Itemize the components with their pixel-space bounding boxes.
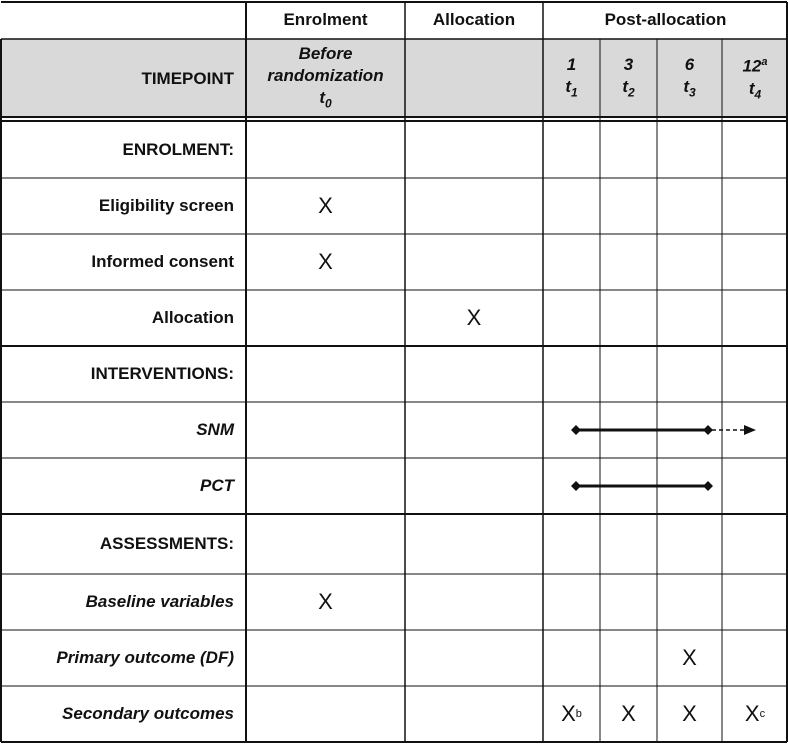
timepoint-var: t xyxy=(748,79,755,99)
x-mark: X xyxy=(621,701,636,726)
timepoint-line: Before xyxy=(298,43,353,63)
timepoint-label-text: TIMEPOINT xyxy=(141,68,234,88)
pct-start-diamond xyxy=(571,481,581,491)
x-mark: X xyxy=(561,701,576,726)
timepoint-var: t xyxy=(319,87,325,107)
timepoint-month-num: 12 xyxy=(742,57,762,77)
x-mark: X xyxy=(682,645,697,670)
row-label-text: INTERVENTIONS: xyxy=(90,364,234,383)
row-label-text: ENROLMENT: xyxy=(122,140,234,159)
row-label-text: SNM xyxy=(196,420,234,439)
pct-end-diamond xyxy=(703,481,713,491)
timepoint-sub: 0 xyxy=(324,96,332,111)
row-label-text: Baseline variables xyxy=(85,592,234,611)
x-mark: X xyxy=(466,305,482,330)
timepoint-var: t xyxy=(565,76,571,96)
row-label-text: Secondary outcomes xyxy=(62,704,234,723)
snm-start-diamond xyxy=(571,425,581,435)
header-group-label: Enrolment xyxy=(283,9,368,29)
x-mark: X xyxy=(318,249,333,274)
timepoint-sub: 1 xyxy=(570,85,578,100)
snm-end-diamond xyxy=(703,425,713,435)
row-label-text: PCT xyxy=(200,476,234,495)
header-group-label: Allocation xyxy=(432,9,516,29)
row-label-text: ASSESSMENTS: xyxy=(99,534,234,553)
header-group-label: Post-allocation xyxy=(604,9,727,29)
timepoint-var: t xyxy=(622,76,628,96)
row-label-text: Allocation xyxy=(151,308,234,327)
footnote-mark: b xyxy=(575,708,582,720)
timepoint-month-num: 1 xyxy=(566,54,577,74)
timepoint-line: randomization xyxy=(267,65,384,85)
x-mark: X xyxy=(682,701,697,726)
row-label-text: Informed consent xyxy=(91,252,234,271)
timepoint-month-num: 3 xyxy=(623,54,634,74)
timepoint-var: t xyxy=(683,76,689,96)
footnote-mark: c xyxy=(759,708,766,720)
x-mark: X xyxy=(318,589,333,614)
timepoint-sub: 4 xyxy=(754,87,762,102)
timepoint-sub: 3 xyxy=(688,85,696,100)
timepoint-month-num: 6 xyxy=(684,54,695,74)
x-mark: X xyxy=(744,701,760,726)
timepoint-sub: 2 xyxy=(627,85,635,100)
x-mark: X xyxy=(318,193,333,218)
row-label-text: Eligibility screen xyxy=(98,196,234,215)
footnote-mark: a xyxy=(761,56,768,69)
row-label-text: Primary outcome (DF) xyxy=(56,648,234,667)
arrowhead-icon xyxy=(744,425,756,435)
